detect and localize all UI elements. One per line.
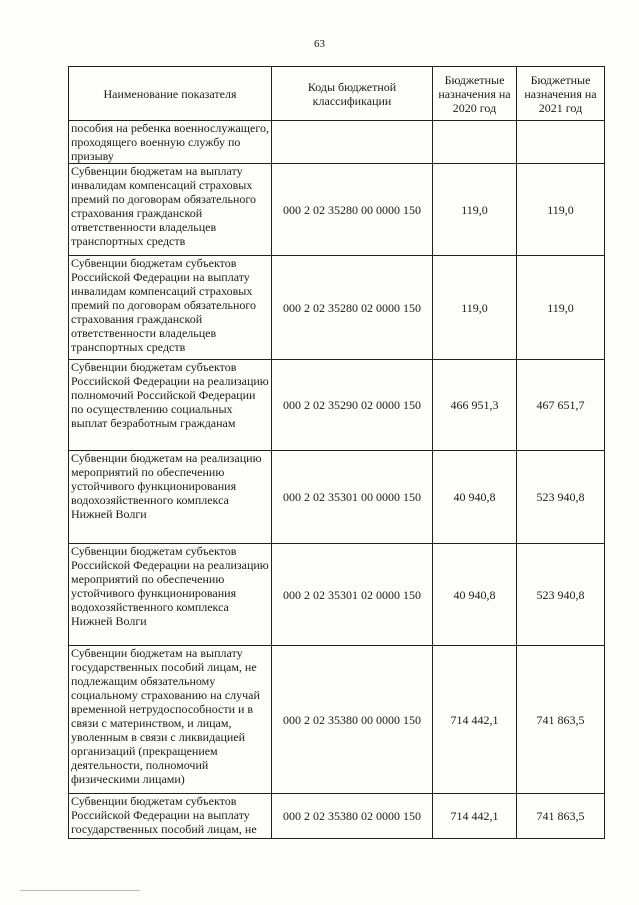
row-value-2021: 119,0 [517,164,605,256]
row-value-2020: 119,0 [433,256,517,360]
row-value-2020: 40 940,8 [433,451,517,544]
row-name: Субвенции бюджетам на выплату государственных пособий лицам, не подлежащим обязательному социальному страхованию на случай временной нетрудоспособности и в связи с материнством, и лицам, уволенным в связи с ликвидацией организаций (прекращением деятельности, полномочий физическими лицами) [69,646,272,794]
header-code: Коды бюджетной классификации [272,67,433,121]
row-name: Субвенции бюджетам субъектов Российской Федерации на реализацию полномочий Российской Федерации по осуществлению социальных выплат безработным гражданам [69,360,272,451]
row-name: Субвенции бюджетам субъектов Российской Федерации на выплату государственных пособий лицам, не [69,794,272,839]
row-code: 000 2 02 35290 02 0000 150 [272,360,433,451]
row-code: 000 2 02 35280 02 0000 150 [272,256,433,360]
row-code: 000 2 02 35380 00 0000 150 [272,646,433,794]
row-code [272,121,433,164]
row-value-2020: 40 940,8 [433,544,517,646]
table-row [69,360,605,451]
row-code: 000 2 02 35301 02 0000 150 [272,544,433,646]
row-value-2021 [517,121,605,164]
row-value-2021: 741 863,5 [517,646,605,794]
page-number: 63 [314,38,325,50]
row-value-2020 [433,121,517,164]
row-code: 000 2 02 35380 02 0000 150 [272,794,433,839]
row-code: 000 2 02 35280 00 0000 150 [272,164,433,256]
row-value-2020: 466 951,3 [433,360,517,451]
header-2021: Бюджетные назначения на 2021 год [517,67,605,121]
row-name: Субвенции бюджетам на выплату инвалидам компенсаций страховых премий по договорам обязательного страхования гражданской ответственности владельцев транспортных средств [69,164,272,256]
row-value-2021: 467 651,7 [517,360,605,451]
row-value-2021: 119,0 [517,256,605,360]
row-code: 000 2 02 35301 00 0000 150 [272,451,433,544]
budget-table [68,66,605,839]
header-name: Наименование показателя [69,67,272,121]
row-value-2020: 714 442,1 [433,794,517,839]
table-row [69,121,605,164]
row-value-2021: 523 940,8 [517,451,605,544]
header-2020: Бюджетные назначения на 2020 год [433,67,517,121]
row-value-2021: 523 940,8 [517,544,605,646]
table-row [69,794,605,839]
table-row [69,256,605,360]
row-name: пособия на ребенка военнослужащего, проходящего военную службу по призыву [69,121,272,164]
footer-rule [20,890,140,891]
row-value-2020: 119,0 [433,164,517,256]
row-name: Субвенции бюджетам субъектов Российской Федерации на выплату инвалидам компенсаций страховых премий по договорам обязательного страхования гражданской ответственности владельцев транспортных средств [69,256,272,360]
table-row [69,544,605,646]
row-name: Субвенции бюджетам субъектов Российской Федерации на реализацию мероприятий по обеспечению устойчивого функционирования водохозяйственного комплекса Нижней Волги [69,544,272,646]
row-value-2020: 714 442,1 [433,646,517,794]
table-header-row [69,67,605,121]
table-row [69,451,605,544]
table-row [69,646,605,794]
row-value-2021: 741 863,5 [517,794,605,839]
table-row [69,164,605,256]
row-name: Субвенции бюджетам на реализацию мероприятий по обеспечению устойчивого функционирования водохозяйственного комплекса Нижней Волги [69,451,272,544]
